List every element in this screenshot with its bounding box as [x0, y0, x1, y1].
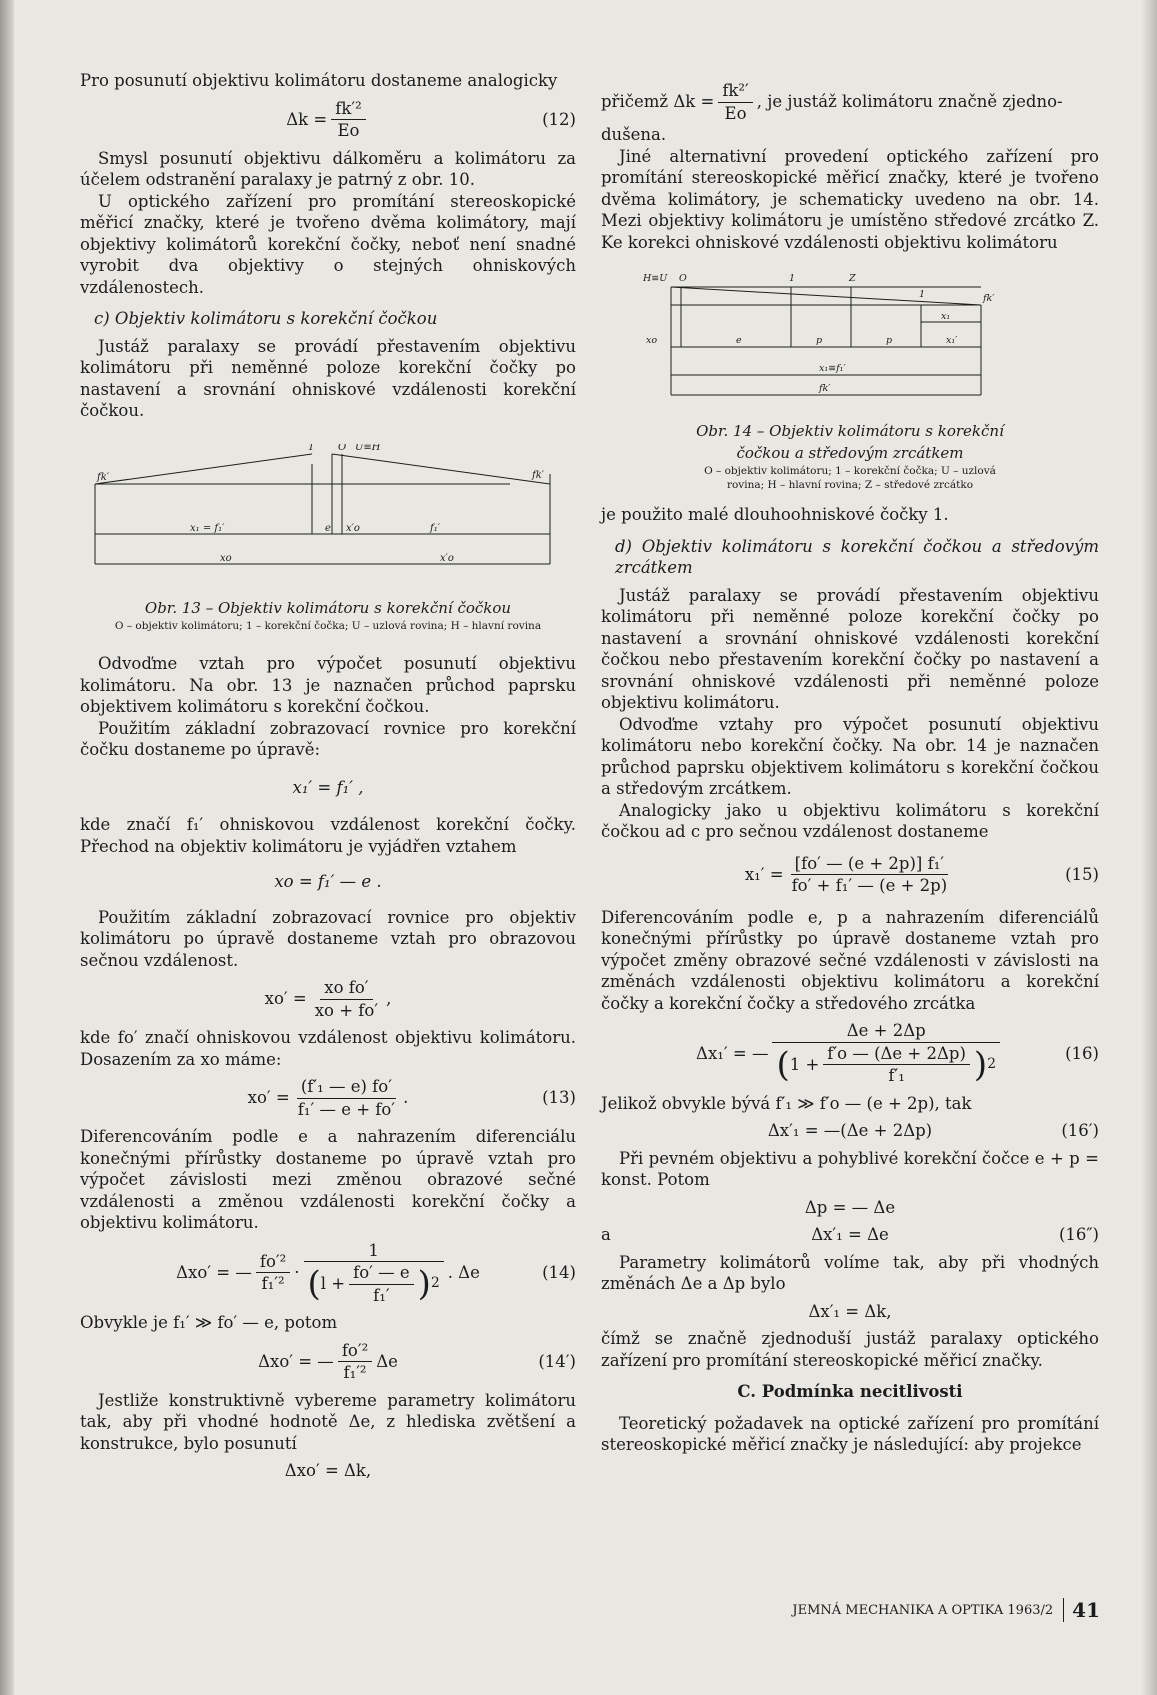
figure-14-diagram	[601, 267, 1099, 417]
equation-number: (13)	[542, 1088, 576, 1108]
paragraph-simplify: čímž se značně zjednoduší justáž paralaxy optického zařízení pro promítání stereoskopické měřicí značky.	[601, 1329, 1099, 1370]
paragraph-where2: dušena.	[601, 125, 667, 144]
page-footer	[780, 1598, 1100, 1622]
equation-number: (15)	[1065, 864, 1099, 884]
svg-text:fk′: fk′	[819, 383, 831, 394]
paragraph-theory: Teoretický požadavek na optické zařízení pro promítání stereoskopické měřicí značky je následující: aby projekce	[601, 1413, 1099, 1454]
equation-13: xo′ = $\frac{\text{(f′₁ — e) fo′}}{\text{f₁′ — e + fo′}}$ . (13)	[247, 1077, 576, 1119]
svg-text:p: p	[886, 335, 893, 346]
paragraph-use: Použitím základní zobrazovací rovnice pro korekční čočku dostaneme po úpravě:	[80, 718, 576, 759]
figure-13-caption: Obr. 13 – Objektiv kolimátoru s korekční čočkou	[144, 598, 512, 617]
svg-text:x₁: x₁	[941, 311, 951, 322]
paragraph-intro: Pro posunutí objektivu kolimátoru dostaneme analogicky	[80, 71, 558, 90]
svg-text:1: 1	[789, 273, 796, 284]
svg-text:x′o: x′o	[440, 552, 454, 564]
equation-xo: xo = f₁′ — e .	[274, 872, 382, 891]
equation-final: Δxo′ = Δk,	[284, 1461, 372, 1480]
svg-text:xo: xo	[646, 335, 658, 346]
figure-13-diagram	[80, 444, 576, 594]
figure-13	[80, 444, 576, 634]
equation-number: (14)	[542, 1263, 576, 1282]
right-column	[601, 80, 1099, 1456]
page-shadow-left	[0, 0, 14, 1695]
svg-text:p: p	[816, 335, 823, 346]
paragraph-since: Jelikož obvykle bývá f′₁ ≫ f′o — (e + 2p), tak	[601, 1093, 972, 1113]
svg-text:x′o: x′o	[346, 522, 360, 534]
figure-13-legend: O – objektiv kolimátoru; 1 – korekční čočka; U – uzlová rovina; H – hlavní rovina	[114, 620, 542, 632]
paragraph-where-right: přičemž Δk = $\frac{\text{fk²′}}{Eo}$ , je justáž kolimátoru značně zjedno-	[601, 81, 1063, 123]
paragraph-if: Jestliže konstruktivně vybereme parametry kolimátoru tak, aby při vhodné hodnotě Δe, z hlediska zvětšení a konstrukce, bylo posunutí	[80, 1390, 576, 1453]
page-number: 41	[1063, 1598, 1100, 1622]
svg-text:x₁′: x₁′	[946, 335, 958, 346]
equation-12: Δk = $\frac{\text{fk′²}}{Eo}$ (12)	[286, 98, 576, 140]
svg-text:Z: Z	[849, 273, 856, 284]
equation-number: (16)	[1065, 1043, 1099, 1063]
svg-text:f₁′: f₁′	[430, 522, 440, 534]
figure-14	[601, 267, 1099, 492]
equation-16-prime: Δx′₁ = —(Δe + 2Δp) (16′)	[767, 1121, 1099, 1140]
equation-15: x₁′ = $\frac{\text{[fo′ — (e + 2p)] f₁′}}{\text{fo′ + f₁′ — (e + 2p)}}$ (15)	[744, 853, 1099, 895]
svg-text:1: 1	[919, 289, 926, 300]
svg-text:x₁ = f₁′: x₁ = f₁′	[190, 522, 225, 534]
page-shadow-right	[1141, 0, 1157, 1695]
svg-text:e: e	[736, 335, 742, 346]
paragraph-kde: kde fo′ značí ohniskovou vzdálenost objektivu kolimátoru. Dosazením za xo máme:	[80, 1028, 576, 1069]
equation-number: (14′)	[538, 1351, 576, 1371]
equation-dp: Δp = — Δe	[804, 1197, 896, 1217]
subsection-d-title: d) Objektiv kolimátoru s korekční čočkou a středovým zrcátkem	[615, 536, 1099, 577]
paragraph-diff: Diferencováním podle e a nahrazením diferenciálu konečnými přírůstky dostaneme po úpravě vztah pro výpočet závislosti mezi změnou obrazové sečné vzdálenosti a změnou vzdálenosti korekční čočky a objektivu kolimátoru.	[80, 1127, 576, 1232]
figure-14-legend: O – objektiv kolimátoru; 1 – korekční čočka; U – uzlová rovina; H – hlavní rovina; Z – středové zrcátko	[704, 465, 996, 491]
svg-text:1: 1	[308, 443, 315, 453]
equation-number: (16″)	[1058, 1225, 1099, 1244]
paragraph-d: Justáž paralaxy se provádí přestavením objektivu kolimátoru při neměnné poloze korekční čočky po nastavení a srovnání ohniskové vzdálenosti korekční čočkou nebo přestavením korekční čočky po nastavení a srovnání ohniskové vzdálenosti při neměnné poloze objektivu kolimátoru.	[601, 585, 1099, 712]
paragraph-c: Justáž paralaxy se provádí přestavením objektivu kolimátoru při neměnné poloze korekční čočky po nastavení a srovnání ohniskové vzdálenosti korekční čočkou.	[80, 336, 576, 420]
equation-xo-prime: xo′ = $\frac{\text{xo fo′}}{xo + fo'}$ ,	[264, 978, 392, 1020]
svg-text:O: O	[338, 443, 347, 453]
equation-x1: x₁′ = f₁′ ,	[292, 777, 364, 797]
paragraph-meaning: Smysl posunutí objektivu dálkoměru a kolimátoru za účelem odstranění paralaxy je patrný z obr. 10.	[80, 148, 576, 189]
equation-dk: Δx′₁ = Δk,	[808, 1301, 892, 1321]
left-column	[80, 70, 576, 1488]
paragraph-derive: Odvoďme vztah pro výpočet posunutí objektivu kolimátoru. Na obr. 13 je naznačen průchod paprsku objektivem kolimátoru s korekční čočkou.	[80, 654, 576, 716]
paragraph-optical: U optického zařízení pro promítání stereoskopické měřicí značky, které je tvořeno dvěma kolimátory, mají objektivy kolimátorů korekční čočky, neboť není snadné vyrobit dva objektivy o stejných ohniskových vzdálenostech.	[80, 191, 576, 297]
paragraph-diff-right: Diferencováním podle e, p a nahrazením diferenciálů konečnými přírůstky po úpravě dostaneme vztah pro výpočet změny obrazové sečné vzdálenosti v závislosti na změnách vzdálenosti objektivu kolimátoru a korekční čočky a korekční čočky a středového zrcátka	[601, 907, 1099, 1013]
svg-text:U≡H: U≡H	[355, 443, 381, 453]
equation-14-prime: Δxo′ = — $\frac{\text{fo′²}}{\text{f₁′²}}$ Δe (14′)	[258, 1340, 576, 1382]
equation-number: (16′)	[1061, 1121, 1099, 1140]
equation-16-double-prime: a Δx′₁ = Δe (16″)	[601, 1225, 1099, 1244]
section-c-heading: C. Podmínka necitlivosti	[737, 1382, 963, 1401]
svg-text:x₁≡f₁′: x₁≡f₁′	[819, 363, 846, 374]
equation-14: Δxo′ = — $\frac{\text{fo′²}}{\text{f₁′²}}$ · 1 ( l + $\frac{fo' — e}{\text{f₁′}}$ ) 2 . Δe (14)	[176, 1240, 576, 1305]
svg-text:H≡U: H≡U	[643, 273, 668, 284]
paragraph-analog: Analogicky jako u objektivu kolimátoru s korekční čočkou ad c pro sečnou vzdálenost dostaneme	[601, 800, 1099, 841]
figure-14-caption: Obr. 14 – Objektiv kolimátoru s korekční čočkou a středovým zrcátkem	[696, 422, 1004, 462]
paragraph-use2: Použitím základní zobrazovací rovnice pro objektiv kolimátoru po úpravě dostaneme vztah pro obrazovou sečnou vzdálenost.	[80, 907, 576, 970]
paragraph-alt: Jiné alternativní provedení optického zařízení pro promítání stereoskopické měřicí značky, které je tvořeno dvěma kolimátory, je schematicky uvedeno na obr. 14. Mezi objektivy kolimátoru je umístěno středové zrcátko Z. Ke korekci ohniskové vzdálenosti objektivu kolimátoru	[601, 146, 1099, 252]
equation-number: (12)	[542, 109, 576, 129]
journal-name: JEMNÁ MECHANIKA A OPTIKA 1963/2	[792, 1602, 1054, 1618]
svg-text:fk′: fk′	[532, 469, 545, 481]
equation-16: Δx₁′ = — Δe + 2Δp ( 1 + $\frac{f'o — (\Delta e + 2\Delta p)}{\text{f′₁}}$ ) 2 (16)	[696, 1021, 1099, 1085]
paragraph-params: Parametry kolimátorů volíme tak, aby při vhodných změnách Δe a Δp bylo	[601, 1252, 1099, 1293]
svg-text:e: e	[325, 522, 331, 534]
paragraph-where: kde značí f₁′ ohniskovou vzdálenost korekční čočky. Přechod na objektiv kolimátoru je vyjádřen vztahem	[80, 815, 576, 856]
paragraph-used: je použito malé dlouhoohniskové čočky 1.	[601, 505, 949, 524]
subsection-c-title: c) Objektiv kolimátoru s korekční čočkou	[94, 309, 438, 328]
paragraph-derive-right: Odvoďme vztahy pro výpočet posunutí objektivu kolimátoru nebo korekční čočky. Na obr. 14 je naznačen průchod paprsku objektivem kolimátoru s korekční čočkou a středovým zrcátkem.	[601, 714, 1099, 798]
svg-text:xo: xo	[220, 552, 232, 564]
paragraph-usually: Obvykle je f₁′ ≫ fo′ — e, potom	[80, 1313, 338, 1332]
svg-text:fk′: fk′	[97, 471, 110, 483]
svg-text:O: O	[679, 273, 687, 284]
paragraph-fixed: Při pevném objektivu a pohyblivé korekční čočce e + p = konst. Potom	[601, 1148, 1099, 1189]
svg-text:fk′: fk′	[983, 293, 995, 304]
